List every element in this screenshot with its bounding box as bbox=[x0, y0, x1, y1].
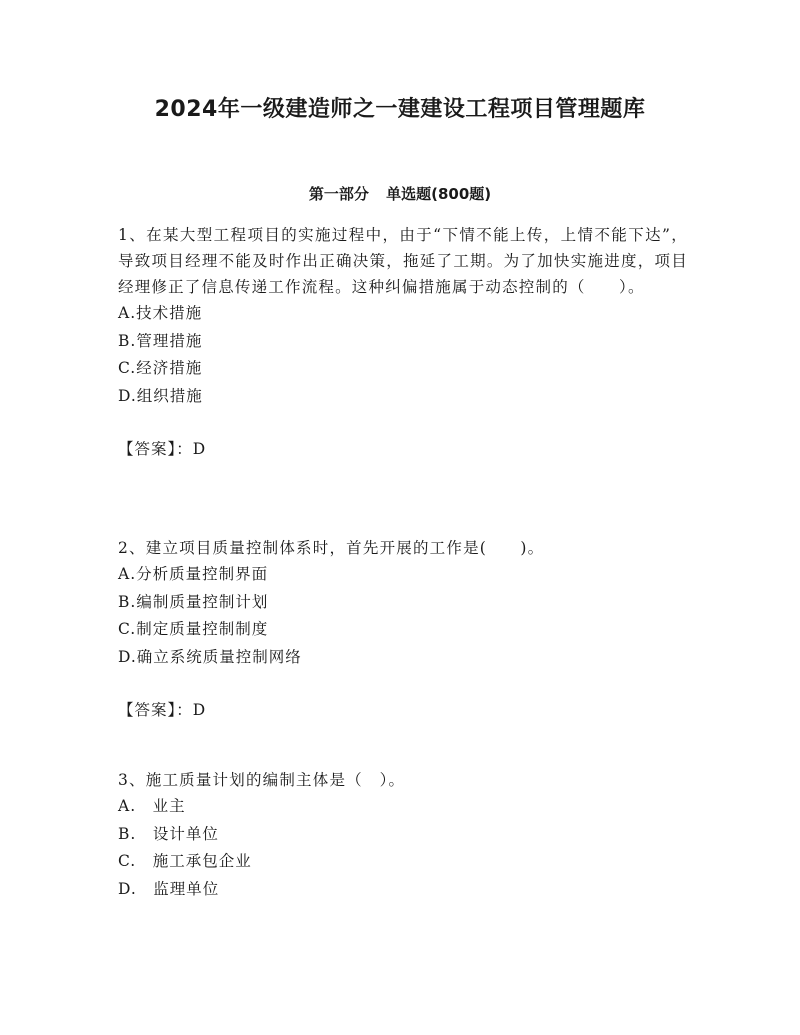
question-2 bbox=[118, 535, 688, 723]
option-a: A. 业主 bbox=[118, 797, 186, 815]
question-3 bbox=[118, 767, 688, 903]
question-1 bbox=[118, 222, 688, 462]
option-c: C.经济措施 bbox=[118, 359, 203, 377]
section-part: 第一部分 bbox=[308, 185, 369, 203]
answer-line: 【答案】：D bbox=[118, 440, 207, 458]
option-d: D.组织措施 bbox=[118, 386, 203, 405]
document-title: 2024年一级建造师之一建建设工程项目管理题库 bbox=[154, 97, 646, 122]
question-stem: 1、在某大型工程项目的实施过程中，由于“下情不能上传，上情不能下达”，导致项目经理不能及时作出正确决策，拖延了工期。为了加快实施进度，项目经理修正了信息传递工作流程。这种纠偏措施属于动态控制的（ ）。 bbox=[118, 226, 688, 296]
option-b: B.管理措施 bbox=[118, 331, 203, 350]
section-type: 单选题(800题) bbox=[386, 185, 492, 203]
question-stem: 3、施工质量计划的编制主体是（ ）。 bbox=[118, 771, 406, 789]
option-d: D. 监理单位 bbox=[118, 879, 220, 898]
option-c: C.制定质量控制制度 bbox=[118, 620, 269, 638]
option-b: B.编制质量控制计划 bbox=[118, 592, 269, 611]
question-stem: 2、建立项目质量控制体系时，首先开展的工作是( )。 bbox=[118, 539, 545, 557]
answer-line: 【答案】：D bbox=[118, 701, 207, 719]
option-d: D.确立系统质量控制网络 bbox=[118, 647, 302, 666]
option-a: A.分析质量控制界面 bbox=[118, 565, 269, 583]
option-a: A.技术措施 bbox=[118, 304, 203, 322]
option-c: C. 施工承包企业 bbox=[118, 852, 252, 870]
option-b: B. 设计单位 bbox=[118, 824, 219, 843]
section-heading bbox=[0, 183, 800, 204]
